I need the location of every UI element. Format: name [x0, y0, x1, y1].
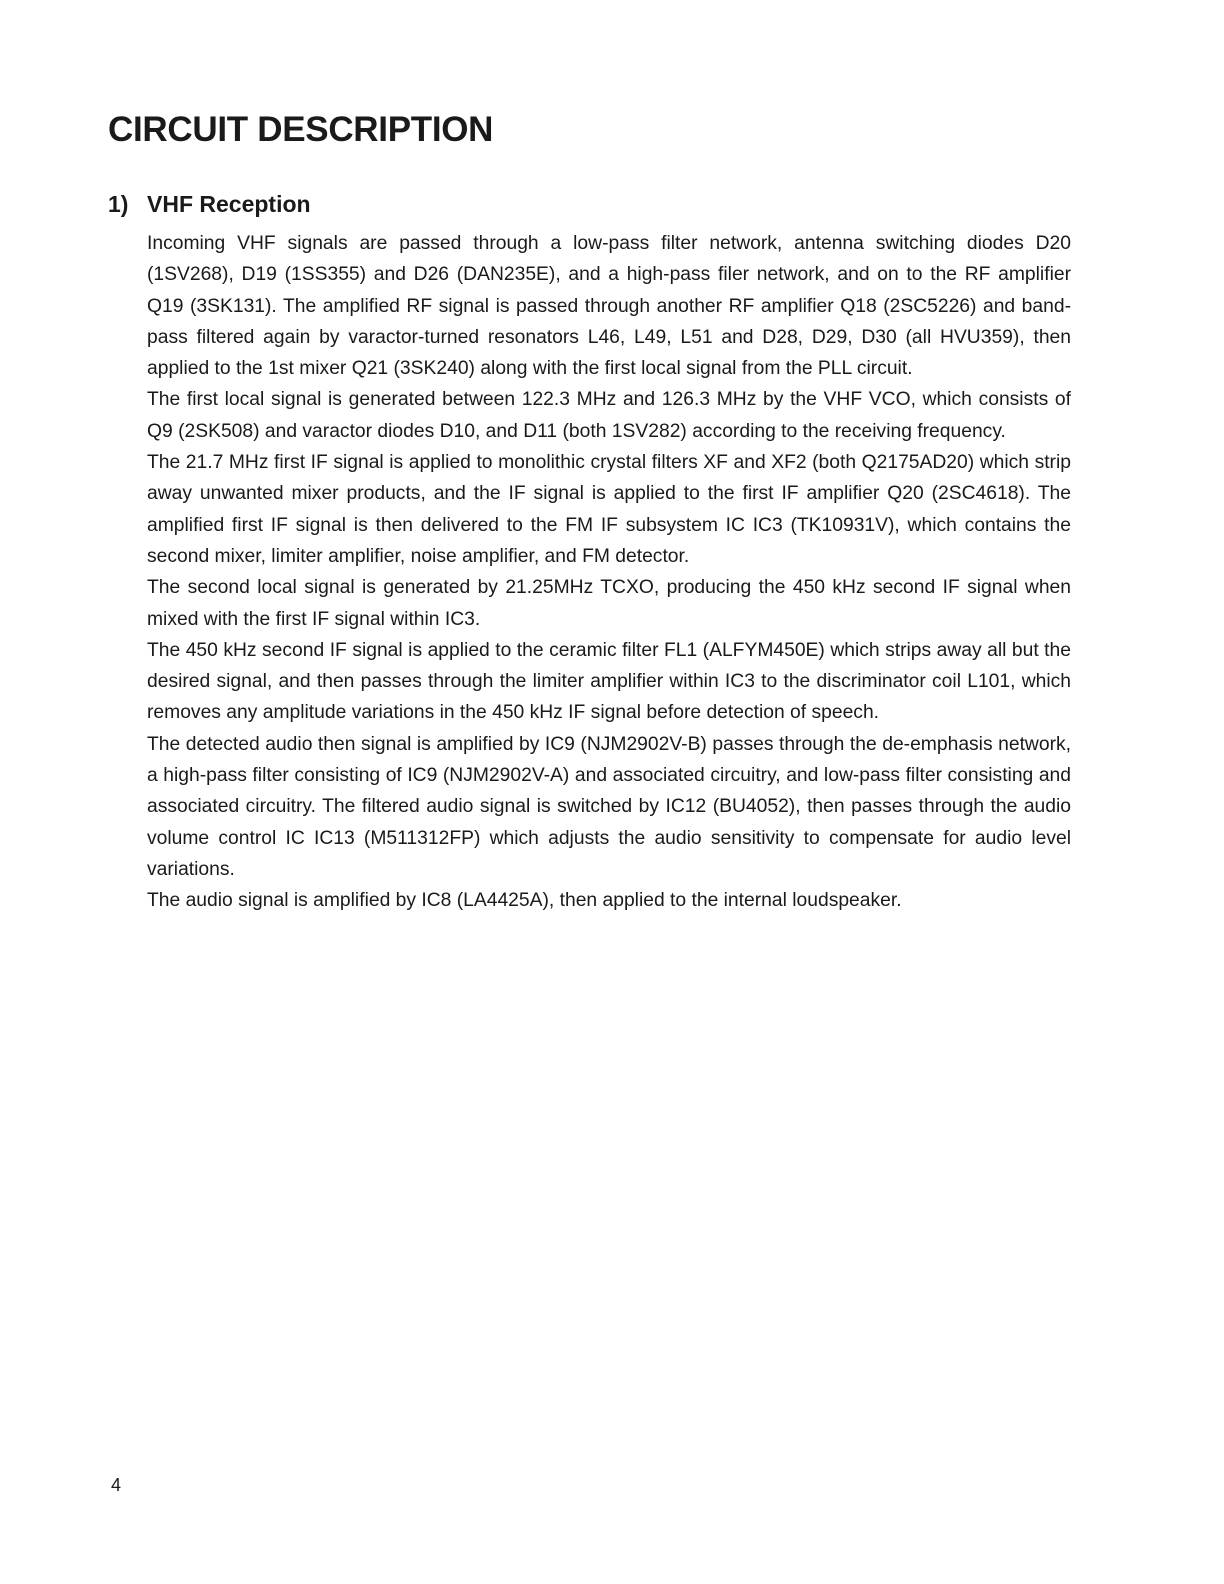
- section-heading-text: VHF Reception: [147, 191, 311, 217]
- paragraph-audio-processing: The detected audio then signal is amplified by IC9 (NJM2902V-B) passes through the de-emphasis network, a high-pass filter consisting of IC9 (NJM2902V-A) and associated circuitry, and low-pass filter consisting and associated circuitry. The filtered audio signal is switched by IC12 (BU4052), then passes through the audio volume control IC IC13 (M511312FP) which adjusts the audio sensitivity to compensate for audio level variations.: [147, 733, 1071, 880]
- paragraph-first-local: The first local signal is generated between 122.3 MHz and 126.3 MHz by the VHF VCO, which consists of Q9 (2SK508) and varactor diodes D10, and D11 (both 1SV282) according to the receiving frequency.: [147, 389, 1071, 442]
- section-number: 1): [108, 191, 129, 217]
- section-heading: [108, 189, 311, 219]
- page-number: 4: [111, 1475, 122, 1495]
- paragraph-rf-path: Incoming VHF signals are passed through a low-pass filter network, antenna switching diodes D20 (1SV268), D19 (1SS355) and D26 (DAN235E), and a high-pass filer network, and on to the RF amplifier Q19 (3SK131). The amplified RF signal is passed through another RF amplifier Q18 (2SC5226) and band-pass filtered again by varactor-turned resonators L46, L49, L51 and D28, D29, D30 (all HVU359), then applied to the 1st mixer Q21 (3SK240) along with the first local signal from the PLL circuit.: [147, 233, 1071, 380]
- paragraph-second-if: The 450 kHz second IF signal is applied to the ceramic filter FL1 (ALFYM450E) which strips away all but the desired signal, and then passes through the limiter amplifier within IC3 to the discriminator coil L101, which removes any amplitude variations in the 450 kHz IF signal before detection of speech.: [147, 639, 1071, 724]
- paragraph-second-local: The second local signal is generated by 21.25MHz TCXO, producing the 450 kHz second IF signal when mixed with the first IF signal within IC3.: [147, 577, 1071, 630]
- paragraph-first-if: The 21.7 MHz first IF signal is applied to monolithic crystal filters XF and XF2 (both Q2175AD20) which strip away unwanted mixer products, and the IF signal is applied to the first IF amplifier Q20 (2SC4618). The amplified first IF signal is then delivered to the FM IF subsystem IC IC3 (TK10931V), which contains the second mixer, limiter amplifier, noise amplifier, and FM detector.: [147, 452, 1071, 567]
- section-body: [147, 228, 1071, 917]
- page-title: CIRCUIT DESCRIPTION: [108, 110, 494, 149]
- paragraph-audio-output: The audio signal is amplified by IC8 (LA4425A), then applied to the internal loudspeaker.: [147, 890, 902, 912]
